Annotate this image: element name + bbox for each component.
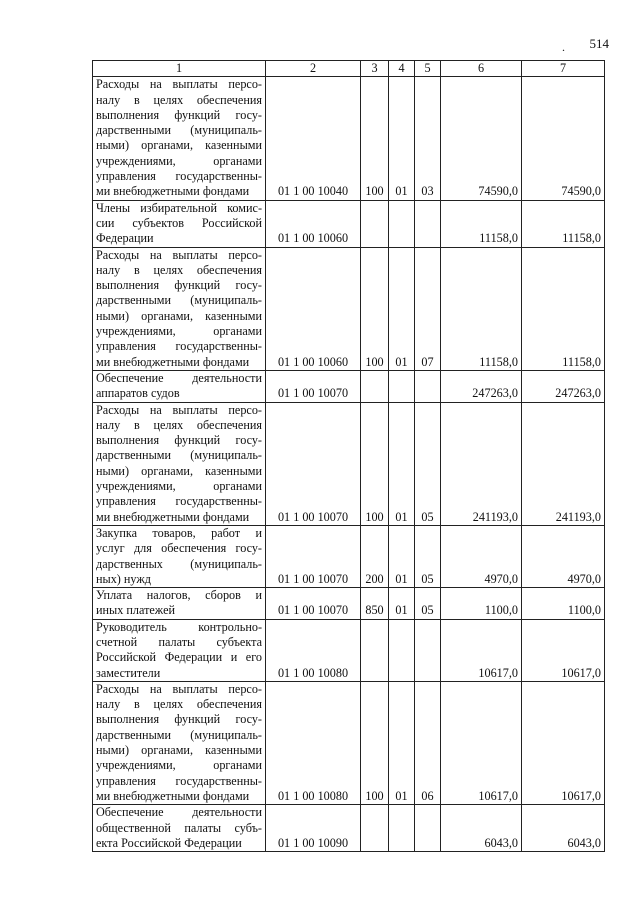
- description-line: аппаратов судов: [96, 386, 180, 401]
- expense-type: [361, 200, 389, 247]
- description-line: Расходы на выплаты персо-: [96, 681, 262, 696]
- amount-col7: 1100,0: [522, 588, 605, 620]
- table-row: [93, 402, 605, 525]
- section: 01: [389, 77, 415, 200]
- section: 01: [389, 588, 415, 620]
- description-line: заместители: [96, 665, 161, 680]
- table-row: [93, 200, 605, 247]
- description-line: ми внебюджетными фондами: [96, 354, 250, 369]
- description-line: Российской Федерации и его: [96, 650, 262, 665]
- target-code: 01 1 00 10080: [266, 619, 361, 681]
- section: 01: [389, 681, 415, 804]
- amount-col7: 247263,0: [522, 370, 605, 402]
- subsection: 05: [415, 588, 441, 620]
- table-row: [93, 247, 605, 370]
- description-line: налу в целях обеспечения: [96, 697, 262, 712]
- description-line: ными) органами, казенными: [96, 463, 262, 478]
- description-line: ми внебюджетными фондами: [96, 509, 250, 524]
- description-line: учреждениями, органами: [96, 153, 262, 168]
- description-line: выполнения функций госу-: [96, 712, 262, 727]
- subsection: [415, 370, 441, 402]
- amount-col6: 247263,0: [441, 370, 522, 402]
- subsection: [415, 200, 441, 247]
- description-line: дарственными (муниципаль-: [96, 448, 262, 463]
- header-cell: 5: [415, 61, 441, 77]
- description-line: Расходы на выплаты персо-: [96, 402, 262, 417]
- target-code: 01 1 00 10070: [266, 370, 361, 402]
- amount-col6: 11158,0: [441, 247, 522, 370]
- description-line: налу в целях обеспечения: [96, 92, 262, 107]
- section: 01: [389, 247, 415, 370]
- expense-type: 100: [361, 681, 389, 804]
- description-line: учреждениями, органами: [96, 758, 262, 773]
- subsection: [415, 619, 441, 681]
- amount-col7: 6043,0: [522, 805, 605, 852]
- subsection: 03: [415, 77, 441, 200]
- description-line: Руководитель контрольно-: [96, 619, 262, 634]
- description-line: дарственными (муниципаль-: [96, 727, 262, 742]
- description-line: Расходы на выплаты персо-: [96, 77, 262, 92]
- expense-type: [361, 619, 389, 681]
- target-code: 01 1 00 10080: [266, 681, 361, 804]
- amount-col6: 74590,0: [441, 77, 522, 200]
- description-line: Уплата налогов, сборов и: [96, 588, 262, 603]
- subsection: 07: [415, 247, 441, 370]
- description-line: услуг для обеспечения госу-: [96, 541, 262, 556]
- description-line: ными) органами, казенными: [96, 743, 262, 758]
- amount-col7: 241193,0: [522, 402, 605, 525]
- header-cell: 2: [266, 61, 361, 77]
- subsection: 05: [415, 525, 441, 587]
- amount-col6: 10617,0: [441, 681, 522, 804]
- subsection: [415, 805, 441, 852]
- table-row: [93, 681, 605, 804]
- target-code: 01 1 00 10060: [266, 200, 361, 247]
- subsection: 06: [415, 681, 441, 804]
- table-row: [93, 525, 605, 587]
- section: 01: [389, 402, 415, 525]
- description-line: Федерации: [96, 231, 154, 246]
- row-description: [93, 200, 266, 247]
- header-cell: 3: [361, 61, 389, 77]
- amount-col6: 6043,0: [441, 805, 522, 852]
- expense-type: 100: [361, 77, 389, 200]
- row-description: [93, 525, 266, 587]
- row-description: [93, 619, 266, 681]
- amount-col6: 10617,0: [441, 619, 522, 681]
- header-cell: 6: [441, 61, 522, 77]
- amount-col6: 1100,0: [441, 588, 522, 620]
- row-description: [93, 681, 266, 804]
- row-description: [93, 247, 266, 370]
- description-line: учреждениями, органами: [96, 479, 262, 494]
- description-line: управления государственны-: [96, 339, 262, 354]
- description-line: Члены избирательной комис-: [96, 200, 262, 215]
- description-line: учреждениями, органами: [96, 324, 262, 339]
- description-line: дарственными (муниципаль-: [96, 293, 262, 308]
- expense-type: 100: [361, 247, 389, 370]
- description-line: ными) органами, казенными: [96, 308, 262, 323]
- description-line: дарственных (муниципаль-: [96, 556, 262, 571]
- page-mark: .: [562, 40, 565, 54]
- description-line: ми внебюджетными фондами: [96, 184, 250, 199]
- row-description: [93, 588, 266, 620]
- target-code: 01 1 00 10040: [266, 77, 361, 200]
- table-row: [93, 370, 605, 402]
- target-code: 01 1 00 10070: [266, 402, 361, 525]
- table-row: [93, 619, 605, 681]
- expense-type: 200: [361, 525, 389, 587]
- description-line: Обеспечение деятельности: [96, 805, 262, 820]
- row-description: [93, 402, 266, 525]
- amount-col6: 241193,0: [441, 402, 522, 525]
- description-line: ми внебюджетными фондами: [96, 788, 250, 803]
- table-row: [93, 805, 605, 852]
- header-cell: 1: [93, 61, 266, 77]
- amount-col6: 11158,0: [441, 200, 522, 247]
- description-line: Закупка товаров, работ и: [96, 525, 262, 540]
- subsection: 05: [415, 402, 441, 525]
- table-row: [93, 77, 605, 200]
- section: [389, 619, 415, 681]
- amount-col6: 4970,0: [441, 525, 522, 587]
- expense-type: [361, 805, 389, 852]
- amount-col7: 74590,0: [522, 77, 605, 200]
- header-cell: 7: [522, 61, 605, 77]
- row-description: [93, 370, 266, 402]
- description-line: иных платежей: [96, 603, 175, 618]
- description-line: управления государственны-: [96, 169, 262, 184]
- section: [389, 805, 415, 852]
- description-line: общественной палаты субъ-: [96, 820, 262, 835]
- target-code: 01 1 00 10070: [266, 588, 361, 620]
- section: [389, 370, 415, 402]
- amount-col7: 10617,0: [522, 619, 605, 681]
- description-line: Расходы на выплаты персо-: [96, 247, 262, 262]
- description-line: управления государственны-: [96, 773, 262, 788]
- description-line: налу в целях обеспечения: [96, 262, 262, 277]
- expense-type: 100: [361, 402, 389, 525]
- description-line: дарственными (муниципаль-: [96, 123, 262, 138]
- amount-col7: 11158,0: [522, 247, 605, 370]
- page-number: 514: [589, 36, 609, 51]
- description-line: налу в целях обеспечения: [96, 417, 262, 432]
- amount-col7: 10617,0: [522, 681, 605, 804]
- section: 01: [389, 525, 415, 587]
- description-line: выполнения функций госу-: [96, 107, 262, 122]
- target-code: 01 1 00 10060: [266, 247, 361, 370]
- description-line: ными) органами, казенными: [96, 138, 262, 153]
- description-line: Обеспечение деятельности: [96, 370, 262, 385]
- header-row: [93, 61, 605, 77]
- target-code: 01 1 00 10090: [266, 805, 361, 852]
- header-cell: 4: [389, 61, 415, 77]
- expense-type: 850: [361, 588, 389, 620]
- description-line: счетной палаты субъекта: [96, 634, 262, 649]
- budget-table: [92, 60, 605, 852]
- description-line: управления государственны-: [96, 494, 262, 509]
- amount-col7: 4970,0: [522, 525, 605, 587]
- description-line: выполнения функций госу-: [96, 278, 262, 293]
- table-row: [93, 588, 605, 620]
- row-description: [93, 805, 266, 852]
- description-line: екта Российской Федерации: [96, 835, 242, 850]
- expense-type: [361, 370, 389, 402]
- amount-col7: 11158,0: [522, 200, 605, 247]
- section: [389, 200, 415, 247]
- description-line: сии субъектов Российской: [96, 215, 262, 230]
- description-line: выполнения функций госу-: [96, 433, 262, 448]
- target-code: 01 1 00 10070: [266, 525, 361, 587]
- description-line: ных) нужд: [96, 571, 151, 586]
- row-description: [93, 77, 266, 200]
